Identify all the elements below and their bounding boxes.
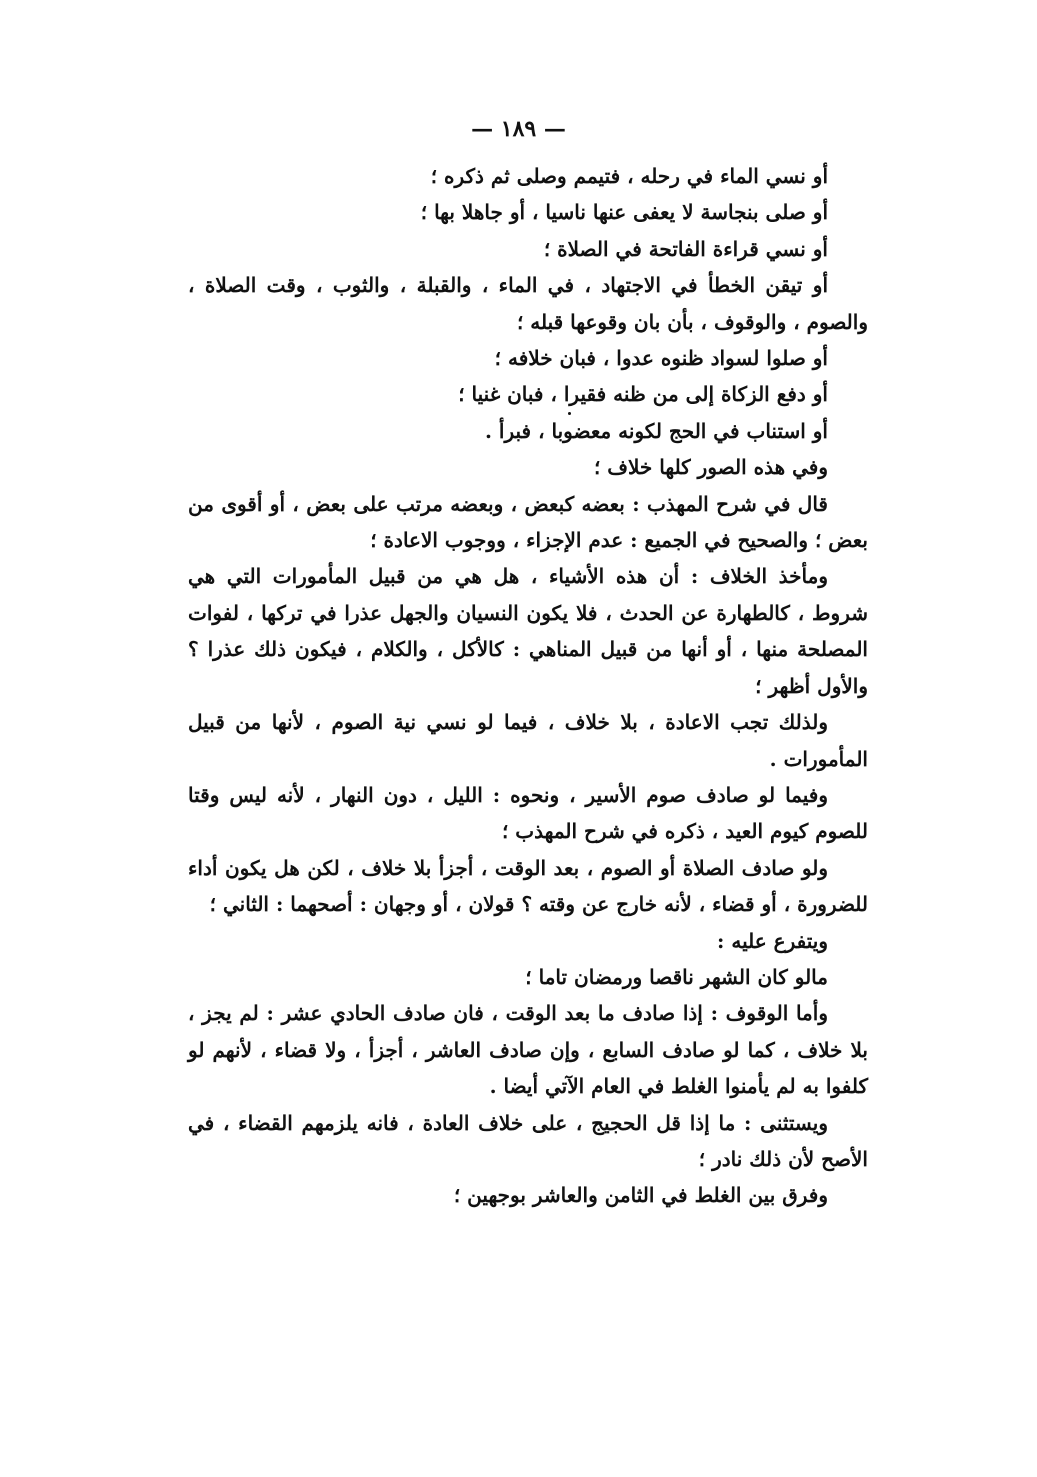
page-number: — ١٨٩ — (471, 116, 566, 142)
paragraph: مالو كان الشهر ناقصا ورمضان تاما ؛ (525, 964, 828, 989)
print-speck (568, 412, 571, 415)
paragraph: أو استناب في الحج لكونه معضوبا ، فبرأ . (485, 418, 828, 443)
body-text (188, 158, 868, 1214)
paragraph: أو نسي قراءة الفاتحة في الصلاة ؛ (543, 236, 828, 261)
paragraph: ولو صادف الصلاة أو الصوم ، بعد الوقت ، أجزأ بلا خلاف ، لكن هل يكون أداء للضرورة ، أو قضاء ، لأنه خارج عن وقته ؟ قولان ، أو وجهان : أصحهما : الثاني ؛ (188, 855, 868, 917)
paragraph: أو دفع الزكاة إلى من ظنه فقيرا ، فبان غنيا ؛ (458, 382, 828, 407)
paragraph: أو تيقن الخطأ في الاجتهاد ، في الماء ، والقبلة ، والثوب ، وقت الصلاة ، والصوم ، والوقوف ، بأن بان وقوعها قبله ؛ (188, 273, 868, 334)
paragraph: أو نسي الماء في رحله ، فتيمم وصلى ثم ذكره ؛ (430, 164, 828, 188)
paragraph: وفيما لو صادف صوم الأسير ، ونحوه : الليل ، دون النهار ، لأنه ليس وقتا للصوم كيوم العيد ، ذكره في شرح المهذب ؛ (188, 782, 868, 844)
paragraph: أو صلوا لسواد ظنوه عدوا ، فبان خلافه ؛ (494, 346, 828, 371)
paragraph: قال في شرح المهذب : بعضه كبعض ، وبعضه مرتب على بعض ، أو أقوى من بعض ؛ والصحيح في الجميع : عدم الإجزاء ، ووجوب الاعادة ؛ (188, 491, 868, 553)
paragraph: وفرق بين الغلط في الثامن والعاشر بوجهين ؛ (453, 1183, 828, 1208)
paragraph: أو صلى بنجاسة لا يعفى عنها ناسيا ، أو جاهلا بها ؛ (420, 200, 828, 225)
paragraph: ومأخذ الخلاف : أن هذه الأشياء ، هل هي من قبيل المأمورات التي هي شروط ، كالطهارة عن الحدث ، فلا يكون النسيان والجهل عذرا في تركها ، لفوات المصلحة منها ، أو أنها من قبيل المناهي : كالأكل ، والكلام ، فيكون ذلك عذرا ؟ والأول أظهر ؛ (188, 564, 868, 698)
paragraph: وفي هذه الصور كلها خلاف ؛ (593, 455, 828, 480)
paragraph: ويستثنى : ما إذا قل الحجيج ، على خلاف العادة ، فانه يلزمهم القضاء ، في الأصح لأن ذلك نادر ؛ (188, 1110, 868, 1171)
paragraph: ويتفرع عليه : (717, 928, 828, 953)
paragraph: وأما الوقوف : إذا صادف ما بعد الوقت ، فان صادف الحادي عشر : لم يجز ، بلا خلاف ، كما لو صادف السابع ، وإن صادف العاشر ، أجزأ ، ولا قضاء ، لأنهم لو كلفوا به لم يأمنوا الغلط في العام الآتي أيضا . (188, 1001, 868, 1099)
paragraph: ولذلك تجب الاعادة ، بلا خلاف ، فيما لو نسي نية الصوم ، لأنها من قبيل المأمورات . (188, 710, 868, 771)
